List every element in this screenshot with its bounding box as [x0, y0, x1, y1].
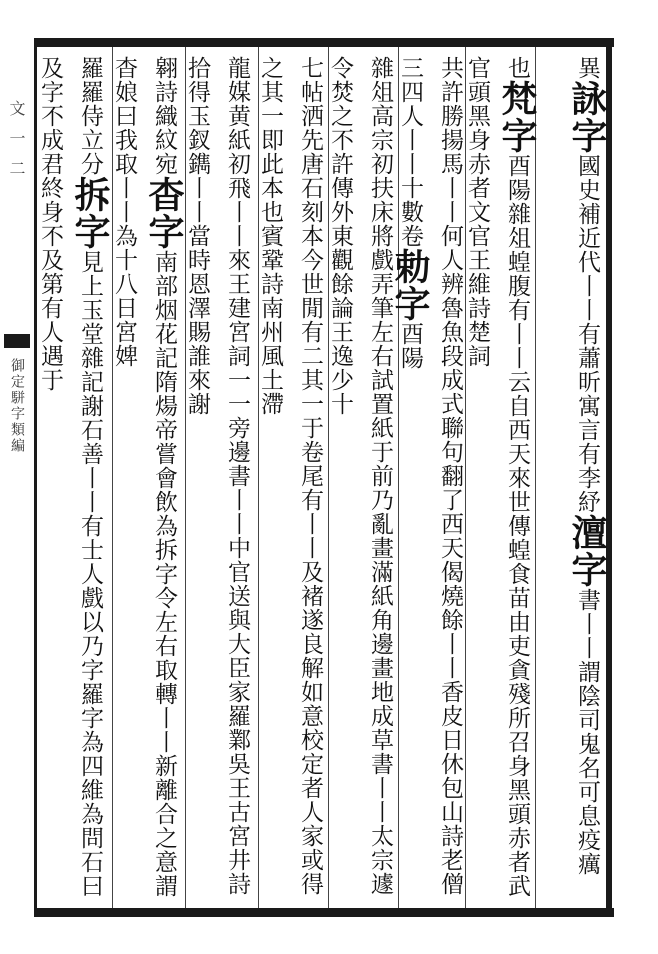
text-column-1	[537, 56, 607, 904]
column-text: 南部烟花記隋煬帝嘗會飲為拆字令左右取轉丨丨新	[151, 250, 177, 778]
headword: 杳字	[143, 176, 185, 250]
text-column-7	[111, 56, 185, 904]
text-column-2	[464, 56, 538, 904]
headword: 詠字	[566, 80, 608, 154]
gutter-title: 御定駢字類編	[9, 358, 25, 454]
column-text: 共許勝揚馬丨丨何人辨魯魚段成式聯句翻了西天偈燒餘丨丨香皮日休包山詩老僧三四人丨丨十數卷	[397, 56, 463, 896]
column-text: 酉陽	[397, 322, 423, 370]
text-column-5	[257, 56, 330, 904]
bottom-border	[34, 908, 614, 917]
column-text: 國史補近代丨丨有蕭昕寓言有李紓	[574, 154, 600, 514]
column-text: 雜俎高宗初扶床將戲弄筆左右試置紙于前乃亂畫滿紙角邊畫地成草書丨丨太宗遽令焚之不許傳外東觀餘論王逸少十	[327, 56, 393, 896]
text-column-3	[389, 56, 470, 904]
column-text: 酉陽雜俎蝗腹有丨丨云自西天來世傳蝗食苗由吏貪殘所召身黑頭赤者武官頭黑身赤者文官王維詩楚詞	[464, 56, 530, 898]
top-border	[34, 38, 614, 47]
column-text: 龍媒黄紙初飛丨丨來王建宮詞一一旁邊書丨丨中官送與大臣家羅鄴吳王古宮井詩拾得玉釵鐫丨丨當時恩澤賜誰來謝	[184, 56, 250, 896]
gutter-marks: 文一二	[7, 100, 26, 190]
headword: 拆字	[69, 176, 111, 250]
text-column-8	[37, 56, 111, 904]
column-text: 異	[574, 56, 600, 80]
column-text: 為問石曰及字不成君終身不及第有人遇于	[37, 56, 103, 898]
headword: 勅字	[389, 248, 431, 322]
column-text: 離合之意謂杳娘曰我取丨丨為十八日宮婢	[111, 56, 177, 898]
gutter-black-block	[4, 334, 30, 348]
column-text: 見上玉堂雜記謝石善丨丨有士人戲以乃字羅字為四維	[77, 250, 103, 802]
text-column-4	[327, 56, 400, 904]
column-text: 也	[504, 56, 530, 80]
column-text: 羅羅侍立分	[77, 56, 103, 176]
column-text: 翱詩織紋宛	[151, 56, 177, 176]
text-column-6	[184, 56, 257, 904]
column-text: 七帖洒先唐石刻本今世閒有二其一于卷尾有丨丨及褚遂良解如意校定者人家或得之其一即此本也賓鞏詩南州風土滯	[257, 56, 323, 896]
column-text: 書丨丨謂陰司鬼名可息疫癘	[574, 588, 600, 876]
headword: 梵字	[496, 80, 538, 154]
headword: 澶字	[566, 514, 608, 588]
